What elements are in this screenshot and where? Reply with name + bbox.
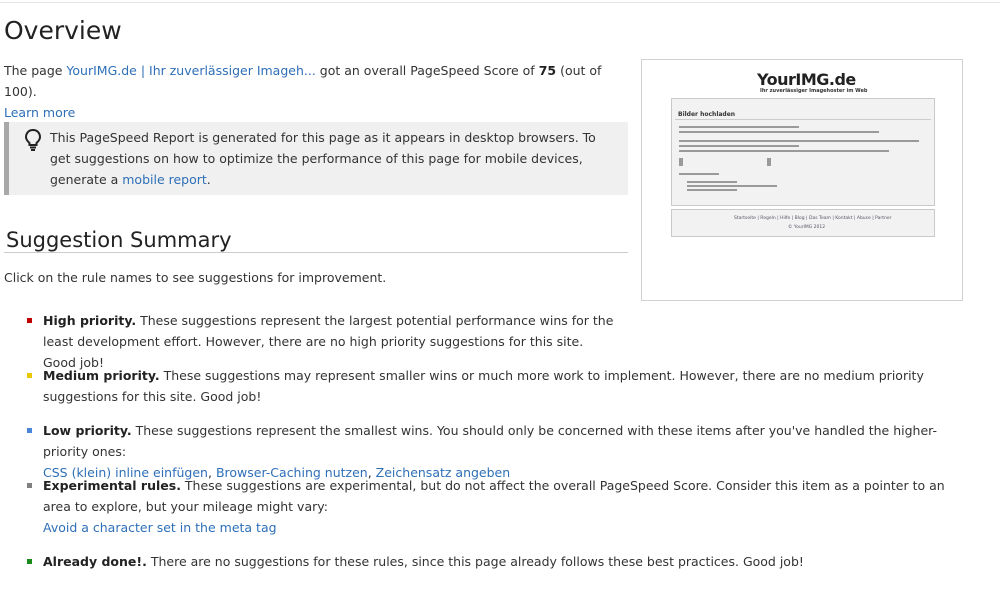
experimental-label: Experimental rules.: [43, 478, 181, 493]
page-link[interactable]: YourIMG.de | Ihr zuverlässiger Imageh...: [66, 63, 316, 78]
suggestion-summary-title: Suggestion Summary: [6, 228, 232, 252]
experimental-bullet-icon: [27, 483, 32, 488]
lightbulb-icon: [23, 128, 43, 152]
thumbnail-upload-panel: [671, 98, 935, 206]
thumbnail-tagline: Ihr zuverlässiger Imagehoster im Web: [760, 88, 868, 94]
thumbnail-text-line: [687, 189, 737, 191]
summary-divider: [4, 252, 628, 253]
low-priority-text: These suggestions represent the smallest wins. You should only be concerned with these items after you've handled the higher-priority ones:: [43, 423, 938, 459]
high-priority-bullet-icon: [27, 318, 32, 323]
already-done-label: Already done!.: [43, 554, 147, 569]
high-priority-text: These suggestions represent the largest potential performance wins for the least development effort. However, there are no high priority suggestions for this site. Good job!: [43, 313, 614, 370]
learn-more-link[interactable]: Learn more: [4, 105, 76, 120]
link-separator: ,: [367, 465, 376, 480]
thumbnail-logo: YourIMG.de: [757, 70, 856, 89]
intro-suffix: (out of 100).: [4, 63, 602, 99]
thumbnail-text-line: [687, 185, 777, 187]
thumbnail-text-line: [679, 145, 799, 147]
rule-link-meta-charset[interactable]: Avoid a character set in the meta tag: [43, 520, 277, 535]
thumbnail-text-line: [687, 181, 737, 183]
low-priority-bullet-icon: [27, 428, 32, 433]
thumbnail-footer: [671, 209, 935, 237]
score-value: 75: [538, 63, 557, 78]
medium-priority-label: Medium priority.: [43, 368, 160, 383]
medium-priority-text: These suggestions may represent smaller wins or much more work to implement. However, there are no medium priority suggestions for this site. Good job!: [43, 368, 924, 404]
high-priority-label: High priority.: [43, 313, 137, 328]
thumbnail-text-line: [767, 158, 771, 166]
intro-prefix: The page: [4, 63, 67, 78]
thumbnail-footer-links: Startseite | Regeln | Hilfe | Blog | Das Team | Kontakt | Abuse | Partner: [734, 216, 892, 221]
thumbnail-panel-body: [675, 119, 931, 203]
rule-link-charset[interactable]: Zeichensatz angeben: [375, 465, 511, 480]
top-divider: [0, 2, 1000, 3]
thumbnail-text-line: [679, 140, 919, 142]
thumbnail-text-line: [679, 131, 879, 133]
overview-intro: [4, 60, 624, 123]
link-separator: ,: [207, 465, 216, 480]
already-done-text: There are no suggestions for these rules, since this page already follows these best practices. Good job!: [146, 554, 804, 569]
rule-low-priority: [0, 420, 960, 483]
thumbnail-text-line: [679, 173, 719, 175]
thumbnail-text-line: [679, 126, 799, 128]
summary-subtitle: Click on the rule names to see suggestions for improvement.: [4, 270, 387, 285]
done-bullet-icon: [27, 559, 32, 564]
experimental-text: These suggestions are experimental, but do not affect the overall PageSpeed Score. Consider this item as a pointer to an area to explore, but your mileage might vary:: [43, 478, 945, 514]
notice-text: [50, 127, 620, 190]
page-screenshot-thumbnail: [641, 59, 963, 301]
rule-already-done: [0, 551, 960, 572]
medium-priority-bullet-icon: [27, 373, 32, 378]
thumbnail-panel-title: Bilder hochladen: [678, 111, 736, 118]
thumbnail-footer-copy: © YourIMG 2012: [788, 225, 826, 230]
low-priority-label: Low priority.: [43, 423, 132, 438]
rule-high-priority: [0, 310, 620, 373]
rule-link-browser-caching[interactable]: Browser-Caching nutzen: [215, 465, 368, 480]
desktop-report-notice: [4, 122, 628, 195]
thumbnail-text-line: [679, 158, 683, 166]
page-title: Overview: [4, 16, 122, 45]
notice-suffix: .: [206, 172, 211, 187]
notice-body: This PageSpeed Report is generated for this page as it appears in desktop browsers. To get suggestions on how to optimize the performance of this page for mobile devices, generate a: [50, 130, 596, 187]
rule-link-inline-css[interactable]: CSS (klein) inline einfügen: [43, 465, 208, 480]
intro-mid: got an overall PageSpeed Score of: [315, 63, 539, 78]
mobile-report-link[interactable]: mobile report: [122, 172, 207, 187]
rule-experimental: [0, 475, 960, 538]
rule-medium-priority: [0, 365, 960, 407]
thumbnail-text-line: [679, 150, 889, 152]
